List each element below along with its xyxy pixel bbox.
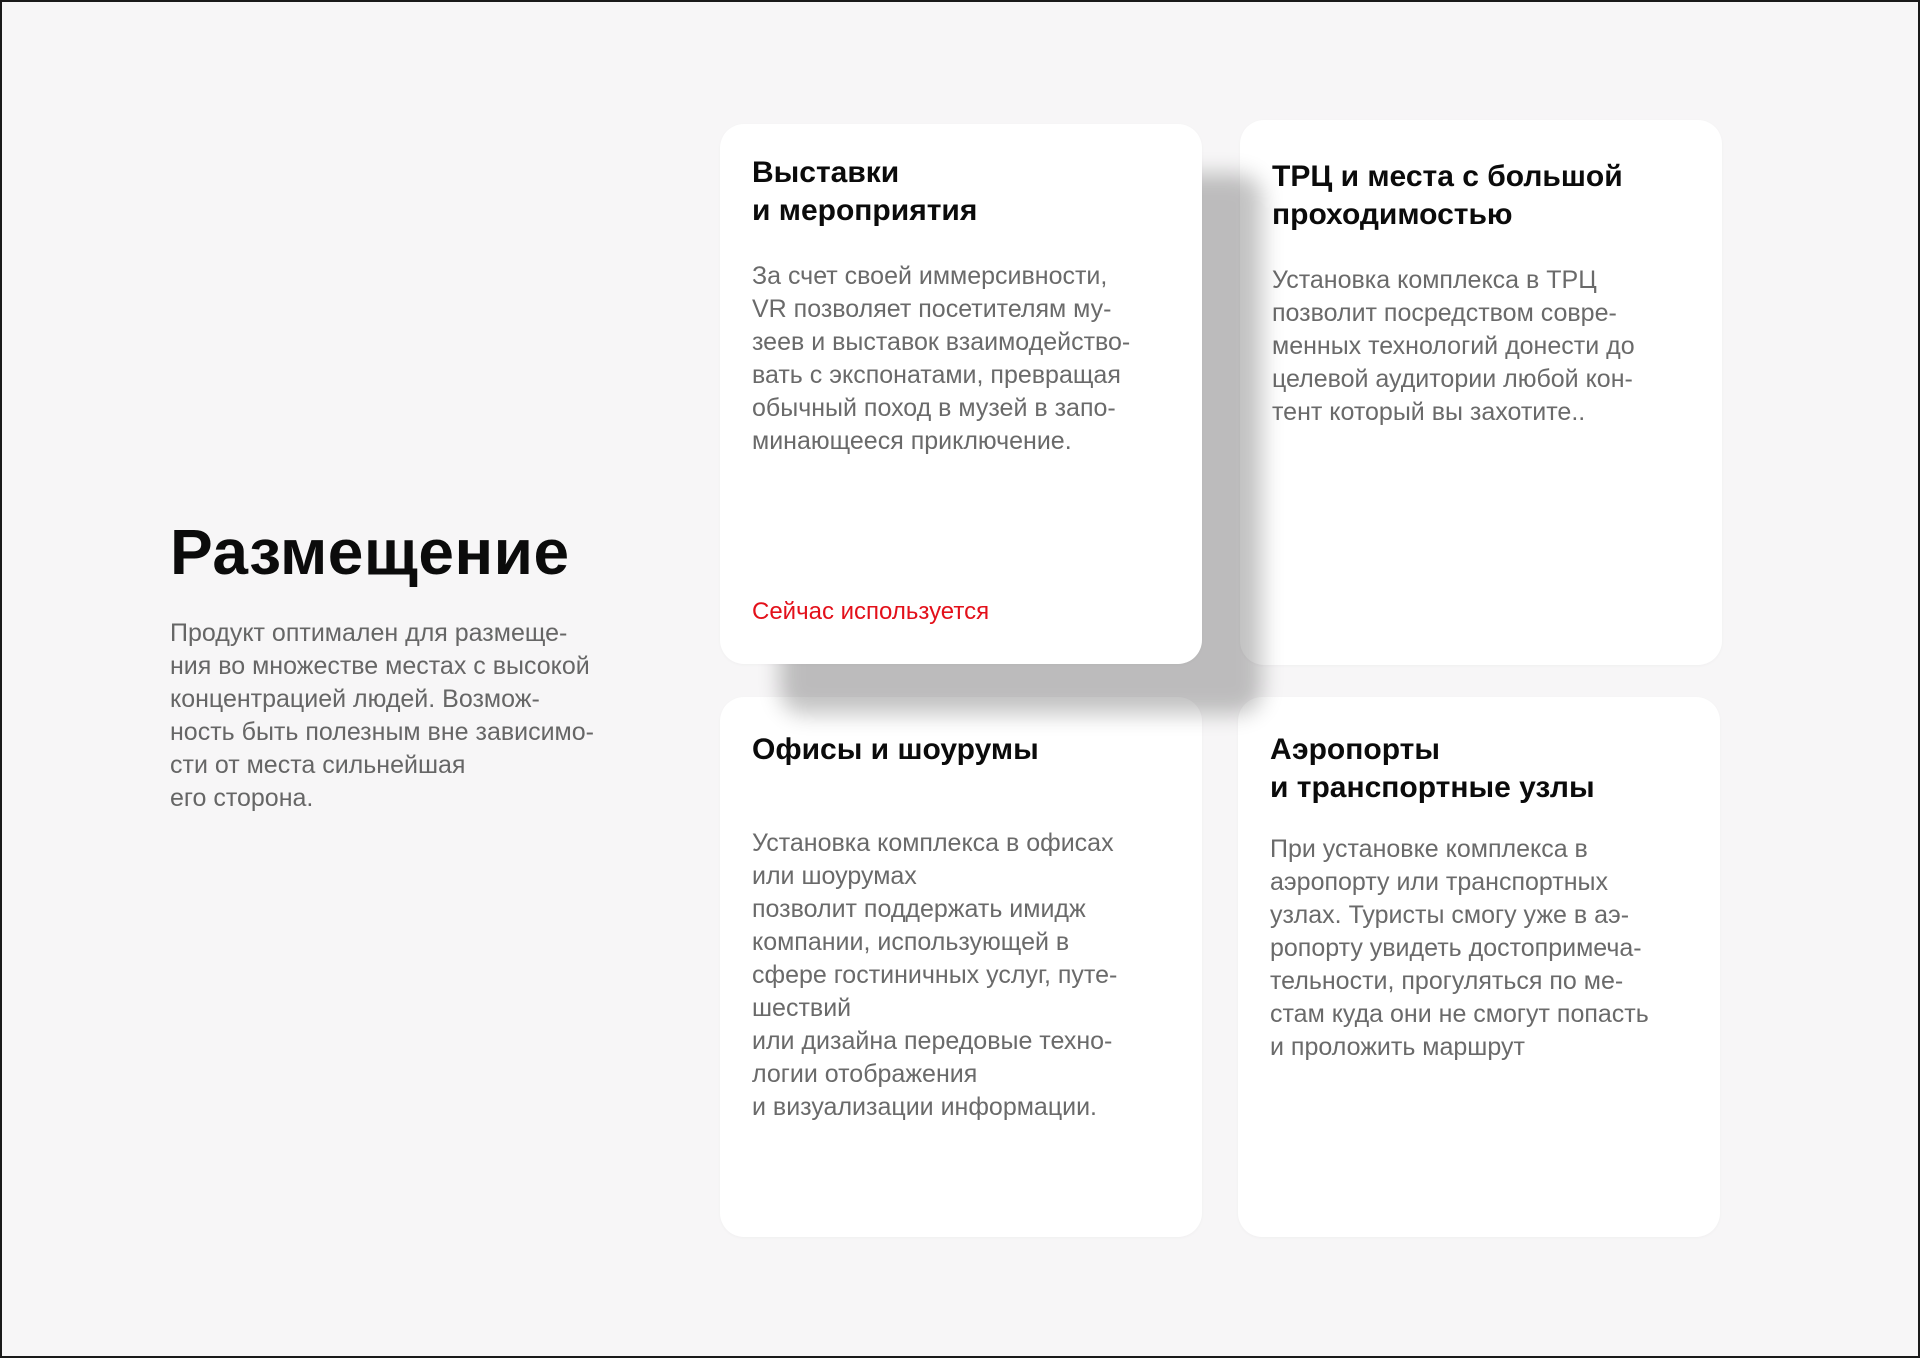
card-malls[interactable] bbox=[1240, 120, 1722, 665]
intro-description: Продукт оптимален для размеще- ния во множестве местах с высокой концентрацией людей. Возмож- ность быть полезным вне зависимо- сти от места сильнейшая его сторона. bbox=[170, 619, 594, 813]
card-description: Установка комплекса в ТРЦ позволит посредством совре- менных технологий донести до целевой аудитории любой кон- тент который вы захотите.. bbox=[1272, 266, 1635, 426]
card-exhibitions[interactable] bbox=[720, 124, 1202, 664]
card-description: За счет своей иммерсивности, VR позволяет посетителям му- зеев и выставок взаимодейство- вать с экспонатами, превращая обычный поход в музей в запо- минающееся приключение. bbox=[752, 262, 1131, 455]
card-title: ТРЦ и места с большой проходимостью bbox=[1272, 160, 1623, 231]
card-offices[interactable] bbox=[720, 697, 1202, 1237]
card-title: Офисы и шоурумы bbox=[752, 733, 1039, 766]
page-title: Размещение bbox=[170, 516, 570, 588]
card-title: Выставки и мероприятия bbox=[752, 156, 978, 227]
card-description: При установке комплекса в аэропорту или транспортных узлах. Туристы смогу уже в аэ- ропорту увидеть достопримеча- тельности, прогуляться по ме- стам куда они не смогут попасть и проложить маршрут bbox=[1270, 835, 1649, 1061]
card-title: Аэропорты и транспортные узлы bbox=[1270, 733, 1595, 804]
status-label: Сейчас используется bbox=[752, 598, 990, 625]
intro-section bbox=[170, 517, 640, 815]
card-description: Установка комплекса в офисах или шоурумах позволит поддержать имидж компании, использующей в сфере гостиничных услуг, путе- шествий или дизайна передовые техно- логии отображения и визуализации информации. bbox=[752, 829, 1118, 1121]
card-airports[interactable] bbox=[1238, 697, 1720, 1237]
